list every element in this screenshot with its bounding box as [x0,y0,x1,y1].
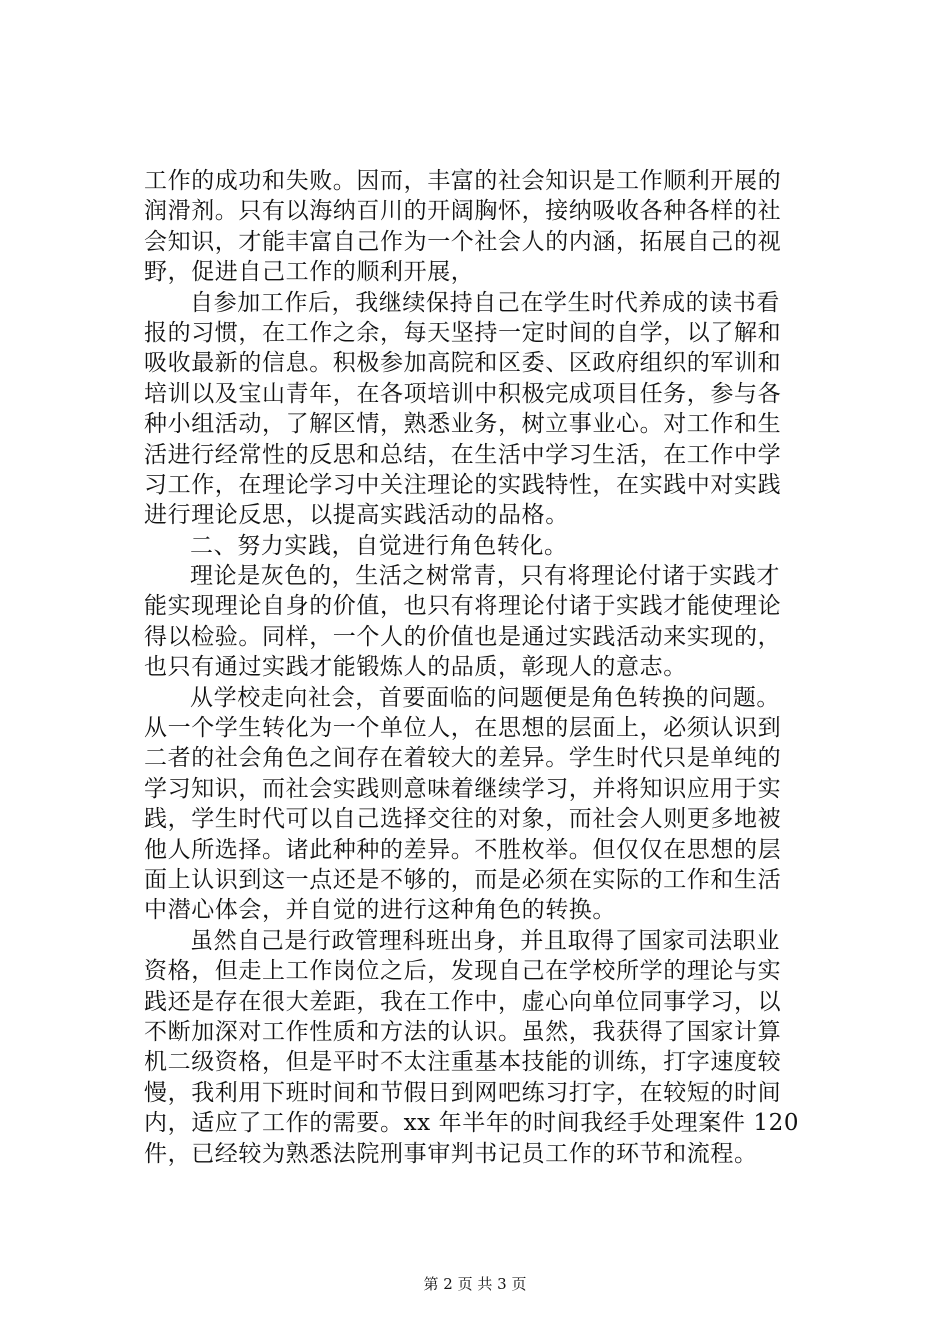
text-line: 会知识，才能丰富自己作为一个社会人的内涵，拓展自己的视 [144,228,782,255]
text-line: 从学校走向社会，首要面临的问题便是角色转换的问题。 [190,684,780,711]
text-line: 件，已经较为熟悉法院刑事审判书记员工作的环节和流程。 [144,1140,758,1167]
text-line: 践还是存在很大差距，我在工作中，虚心向单位同事学习，以 [144,988,782,1015]
text-line: 种小组活动，了解区情，熟悉业务，树立事业心。对工作和生 [144,411,782,438]
text-line: 资格，但走上工作岗位之后，发现自己在学校所学的理论与实 [144,958,782,985]
text-line: 虽然自己是行政管理科班出身，并且取得了国家司法职业 [190,927,780,954]
text-line: 习工作，在理论学习中关注理论的实践特性，在实践中对实践 [144,471,782,498]
text-line: 进行理论反思，以提高实践活动的品格。 [144,502,569,529]
text-line: 学习知识，而社会实践则意味着继续学习，并将知识应用于实 [144,775,782,802]
text-line: 机二级资格，但是平时不太注重基本技能的训练，打字速度较 [144,1049,782,1076]
text-line: 慢，我利用下班时间和节假日到网吧练习打字，在较短的时间 [144,1079,782,1106]
text-line: 理论是灰色的，生活之树常青，只有将理论付诸于实践才 [190,563,780,590]
text-line: 培训以及宝山青年，在各项培训中积极完成项目任务，参与各 [144,380,782,407]
body-text [144,166,808,1169]
text-line: 面上认识到这一点还是不够的，而是必须在实际的工作和生活 [144,866,782,893]
text-line: 润滑剂。只有以海纳百川的开阔胸怀，接纳吸收各种各样的社 [144,198,782,225]
text-line: 践，学生时代可以自己选择交往的对象，而社会人则更多地被 [144,806,782,833]
text-line: 二、努力实践，自觉进行角色转化。 [190,532,568,559]
text-line: 不断加深对工作性质和方法的认识。虽然，我获得了国家计算 [144,1018,782,1045]
text-line: 他人所选择。诸此种种的差异。不胜枚举。但仅仅在思想的层 [144,836,782,863]
text-line: 野，促进自己工作的顺利开展， [144,259,475,286]
text-line: 得以检验。同样，一个人的价值也是通过实践活动来实现的， [144,623,782,650]
text-line: 内，适应了工作的需要。xx 年半年的时间我经手处理案件 120 [144,1110,800,1137]
text-line: 能实现理论自身的价值，也只有将理论付诸于实践才能使理论 [144,593,782,620]
text-line: 也只有通过实践才能锻炼人的品质，彰现人的意志。 [144,654,687,681]
text-line: 报的习惯，在工作之余，每天坚持一定时间的自学，以了解和 [144,319,782,346]
text-line: 自参加工作后，我继续保持自己在学生时代养成的读书看 [190,289,780,316]
text-line: 工作的成功和失败。因而，丰富的社会知识是工作顺利开展的 [144,168,782,194]
text-line: 从一个学生转化为一个单位人，在思想的层面上，必须认识到 [144,715,782,742]
text-line: 二者的社会角色之间存在着较大的差异。学生时代只是单纯的 [144,745,782,772]
page-footer: 第 2 页 共 3 页 [423,1275,527,1293]
text-line: 活进行经常性的反思和总结，在生活中学习生活，在工作中学 [144,441,782,468]
text-line: 吸收最新的信息。积极参加高院和区委、区政府组织的军训和 [144,350,782,377]
text-line: 中潜心体会，并自觉的进行这种角色的转换。 [144,897,616,924]
